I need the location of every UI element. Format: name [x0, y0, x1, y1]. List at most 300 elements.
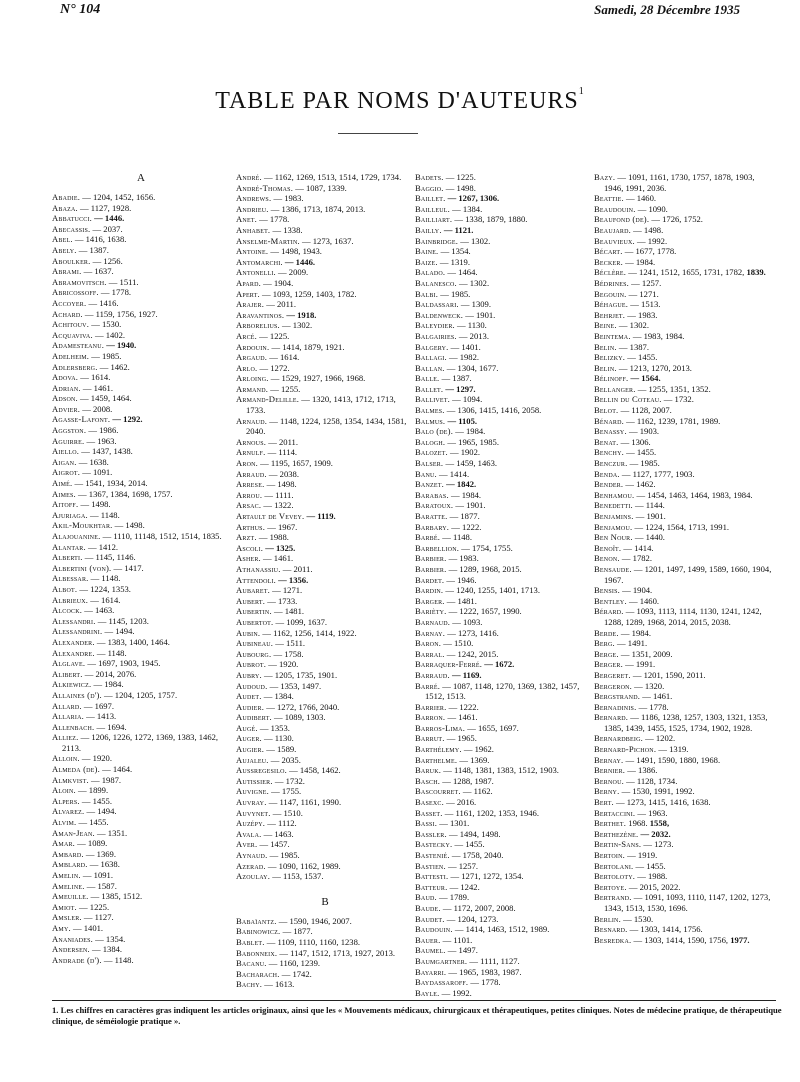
title-rule	[338, 133, 418, 134]
author-name: Bellanger.	[594, 383, 636, 394]
index-entry	[594, 649, 772, 660]
page-refs: — 1306, 1415, 1416, 2058.	[444, 405, 542, 416]
index-entry	[52, 881, 230, 892]
original-article-refs: — 1325.	[263, 542, 296, 553]
page-refs: — 1159, 1756, 1927.	[82, 308, 158, 319]
index-entry	[52, 224, 230, 235]
author-name: Balbi.	[415, 288, 439, 299]
index-entry	[236, 204, 414, 215]
index-entry	[52, 298, 230, 309]
index-entry	[594, 458, 772, 469]
index-entry	[52, 616, 230, 627]
page-refs: — 1213, 1270, 2013.	[616, 362, 692, 373]
author-name: Ascoli.	[236, 542, 264, 553]
author-name: Armand-Delille.	[236, 394, 300, 405]
page-refs: — 1530.	[89, 319, 122, 330]
index-entry	[236, 278, 414, 289]
author-name: Amblard.	[52, 859, 88, 870]
index-entry	[415, 331, 593, 342]
author-name: Apert.	[236, 288, 260, 299]
author-name: Accoyer.	[52, 297, 87, 308]
page-refs: — 1101.	[440, 934, 473, 945]
footnote-rule	[52, 1000, 776, 1001]
index-entry	[594, 712, 772, 733]
page-refs: — 1988.	[635, 871, 668, 882]
index-entry	[594, 659, 772, 670]
page-refs: — 1529, 1927, 1966, 1968.	[268, 373, 366, 384]
page-refs: — 1225.	[443, 172, 476, 182]
page-refs: — 1144.	[632, 500, 665, 511]
page-refs: — 1510.	[441, 638, 474, 649]
page-refs: — 1222, 1657, 1990.	[446, 606, 522, 617]
section-gap	[236, 882, 414, 896]
author-name: Anhabet.	[236, 224, 271, 235]
index-entry	[52, 478, 230, 489]
index-entry	[415, 861, 593, 872]
author-name: Baggio.	[415, 182, 444, 193]
index-entry	[52, 531, 230, 542]
index-entry	[52, 340, 230, 351]
index-entry	[236, 744, 414, 755]
author-name: Bernou.	[594, 775, 624, 786]
original-article-refs: — 1292.	[110, 414, 143, 425]
index-entry	[236, 733, 414, 744]
author-name: Benhamou.	[594, 489, 635, 500]
index-entry	[236, 331, 414, 342]
index-entry	[236, 818, 414, 829]
page-refs: — 1417.	[111, 562, 144, 573]
index-entry	[415, 511, 593, 522]
author-name: Berger.	[594, 659, 623, 670]
author-name: Arsac.	[236, 500, 262, 511]
page-refs: — 1460.	[623, 193, 657, 204]
page-refs: — 1302.	[456, 277, 490, 288]
index-entry	[594, 193, 772, 204]
author-name: Belin.	[594, 362, 617, 373]
page-refs: — 1965, 1983, 1987.	[446, 966, 522, 977]
original-article-refs: — 1842.	[443, 479, 477, 490]
index-entry	[236, 916, 414, 927]
author-name: Balanesco.	[415, 277, 457, 288]
page-refs: — 1401.	[70, 922, 104, 933]
author-name: Artault de Vevey.	[236, 511, 305, 521]
index-entry	[415, 977, 593, 988]
index-entry	[52, 372, 230, 383]
index-entry	[594, 935, 772, 946]
index-entry	[236, 712, 414, 723]
page-refs: — 1273.	[641, 839, 674, 850]
index-entry	[236, 850, 414, 861]
index-entry	[236, 659, 414, 670]
index-entry	[594, 553, 772, 564]
author-name: Abadie.	[52, 192, 81, 202]
page-refs: — 1983.	[446, 553, 479, 564]
index-entry	[52, 849, 230, 860]
author-name: Balgairies.	[415, 330, 457, 341]
author-name: Asher.	[236, 553, 261, 564]
page-refs: — 1754, 1755.	[459, 542, 513, 553]
index-entry	[594, 405, 772, 416]
author-name: Bernadinis.	[594, 701, 637, 712]
author-name: Alcock.	[52, 605, 83, 616]
index-entry	[594, 839, 772, 850]
index-entry	[415, 416, 593, 427]
author-name: Batteur.	[415, 881, 448, 892]
author-name: Bérard.	[594, 606, 624, 617]
index-entry	[594, 172, 772, 193]
author-name: Bernard-Pichon.	[594, 744, 657, 755]
author-name: Bastecky.	[415, 839, 453, 850]
index-entry	[236, 839, 414, 850]
index-entry	[415, 553, 593, 564]
index-entry	[415, 320, 593, 331]
author-name: Allard.	[52, 700, 82, 711]
index-entry	[52, 785, 230, 796]
author-name: Bertin-Sans.	[594, 839, 642, 850]
page-refs: — 1130.	[454, 320, 487, 331]
index-entry	[236, 214, 414, 225]
index-entry	[52, 923, 230, 934]
author-name: Barral.	[415, 648, 445, 659]
page-refs: — 1242.	[447, 881, 480, 892]
author-name: Abel.	[52, 234, 73, 245]
author-name: Bender.	[594, 479, 624, 490]
page-refs: — 1306.	[618, 436, 651, 447]
index-entry	[236, 937, 414, 948]
index-entry	[52, 806, 230, 817]
index-entry	[415, 289, 593, 300]
index-entry	[415, 776, 593, 787]
author-name: Auvigne.	[236, 786, 269, 797]
index-entry	[52, 775, 230, 786]
index-entry	[415, 575, 593, 586]
index-entry	[52, 393, 230, 404]
index-entry	[415, 850, 593, 861]
author-name: Aujaleu.	[236, 754, 269, 765]
author-name: Bert.	[594, 797, 614, 808]
page-refs: — 1353, 1497.	[267, 680, 322, 691]
page-refs: — 1111, 1127.	[467, 955, 520, 966]
page-refs: — 1273, 1637.	[299, 235, 354, 246]
index-entry	[236, 808, 414, 819]
page-refs: — 1984.	[622, 256, 656, 267]
author-name: Bédrines.	[594, 277, 630, 288]
original-article-refs: — 1356.	[276, 574, 309, 585]
page-refs: — 1920.	[79, 753, 112, 764]
author-name: Baydassaroff.	[415, 977, 469, 988]
page-refs: — 1288, 1987.	[440, 775, 494, 786]
author-name: Basch.	[415, 775, 441, 786]
index-entry	[415, 956, 593, 967]
page-header	[60, 2, 740, 22]
index-entry	[415, 405, 593, 416]
author-name: Adamesteanu.	[52, 340, 105, 351]
index-entry	[594, 797, 772, 808]
index-entry	[415, 490, 593, 501]
page-refs: — 1093.	[450, 616, 483, 627]
page-refs: — 1127, 1777, 1903.	[619, 468, 695, 479]
index-entry	[236, 458, 414, 469]
index-entry	[236, 257, 414, 268]
author-name: Bernardbeig.	[594, 733, 643, 744]
page-refs: — 1338, 1879, 1880.	[452, 214, 528, 225]
index-column-1	[52, 172, 230, 972]
page-refs: — 1758.	[271, 648, 304, 659]
author-name: Auger.	[236, 733, 262, 744]
page-refs: — 1985.	[627, 458, 660, 469]
index-entry	[415, 373, 593, 384]
page-refs: — 1455.	[452, 839, 485, 850]
author-name: Baine.	[415, 246, 439, 257]
page-refs: — 1271.	[269, 585, 303, 596]
page-refs: — 1271.	[626, 288, 659, 299]
index-entry	[415, 681, 593, 702]
page-refs: — 1148.	[88, 573, 121, 584]
index-entry	[236, 522, 414, 533]
original-article-refs: — 1918.	[284, 309, 317, 320]
page-refs: — 1902.	[447, 447, 481, 458]
index-entry	[594, 628, 772, 639]
author-name: Baleydier.	[415, 320, 455, 331]
index-entry	[594, 204, 772, 215]
author-name: Bertoin.	[594, 850, 626, 860]
author-name: Benedetti.	[594, 500, 633, 511]
author-name: Aubineau.	[236, 638, 274, 649]
page-refs: — 1530, 1991, 1992.	[619, 786, 695, 797]
author-name: Baruk.	[415, 765, 442, 776]
page-refs: — 1402.	[92, 329, 126, 340]
index-entry	[236, 363, 414, 374]
author-name: Alibert.	[52, 668, 83, 679]
author-name: Benoît.	[594, 542, 622, 553]
page-refs: — 1778.	[257, 214, 290, 225]
page-refs: — 1387.	[76, 244, 109, 255]
index-entry	[52, 817, 230, 828]
index-entry	[415, 829, 593, 840]
page-refs: — 1206, 1226, 1272, 1369, 1383, 1462, 2113.	[62, 732, 219, 753]
index-entry	[236, 606, 414, 617]
author-name: Andrade (d').	[52, 954, 102, 965]
index-entry	[415, 606, 593, 617]
author-name: Baratoux.	[415, 500, 454, 511]
index-entry	[52, 467, 230, 478]
original-article-refs: — 1446.	[282, 256, 316, 267]
page-refs: — 1128, 2007.	[618, 405, 672, 416]
page-refs: — 1455.	[623, 447, 657, 458]
author-name: Balmus.	[415, 415, 446, 426]
author-name: Acquaviva.	[52, 329, 93, 340]
index-entry	[236, 755, 414, 766]
author-name: Barbier.	[415, 563, 447, 574]
page-refs: — 1494.	[84, 806, 117, 817]
author-name: Alvim.	[52, 817, 77, 828]
author-name: Bascourret.	[415, 786, 461, 797]
author-name: Basset.	[415, 807, 443, 818]
author-name: Andersen.	[52, 944, 90, 955]
author-name: Ajuriaga.	[52, 509, 88, 520]
author-name: Barrier.	[415, 701, 447, 712]
page-refs: — 1162, 1269, 1513, 1514, 1729, 1734.	[261, 172, 402, 182]
author-name: Apard.	[236, 277, 262, 288]
index-entry	[415, 935, 593, 946]
page-refs: — 1413.	[83, 711, 117, 722]
index-entry	[52, 753, 230, 764]
index-entry	[236, 437, 414, 448]
index-entry	[415, 882, 593, 893]
index-entry	[415, 204, 593, 215]
author-name: Antomarchi.	[236, 256, 283, 267]
index-entry	[236, 532, 414, 543]
author-name: Aubert.	[236, 595, 266, 606]
original-article-refs: 1558,	[647, 818, 670, 829]
index-entry	[236, 172, 414, 183]
page-refs: — 1457.	[257, 839, 290, 850]
index-entry	[52, 764, 230, 775]
author-name: Belizky.	[594, 352, 626, 363]
author-name: Ambard.	[52, 848, 84, 859]
author-name: Battesti.	[415, 871, 449, 882]
author-name: Adelheim.	[52, 350, 90, 361]
index-entry	[594, 373, 772, 384]
index-entry	[594, 236, 772, 247]
author-name: Ananiades.	[52, 933, 94, 944]
author-name: Arajer.	[236, 299, 265, 310]
author-name: Alkiewicz.	[52, 679, 92, 690]
author-name: Bertaccini.	[594, 807, 636, 818]
author-name: Aubertin.	[236, 606, 272, 617]
author-name: Benczur.	[594, 458, 628, 469]
author-name: Abely.	[52, 244, 77, 255]
page-refs: — 1201, 1497, 1499, 1589, 1660, 1904, 1967.	[604, 563, 772, 585]
author-name: Azerad.	[236, 860, 266, 871]
author-name: Balo (de).	[415, 426, 454, 437]
page-refs: — 1992.	[634, 235, 668, 246]
page-refs: — 2011.	[264, 299, 297, 310]
author-name: Begouin.	[594, 288, 627, 299]
section-letter: A	[137, 172, 145, 184]
index-entry	[236, 969, 414, 980]
index-entry	[52, 679, 230, 690]
index-entry	[52, 542, 230, 553]
page-refs: — 2008.	[80, 403, 113, 414]
page-refs: — 1369.	[83, 848, 116, 859]
index-entry	[236, 723, 414, 734]
index-entry	[52, 414, 230, 425]
index-entry	[415, 236, 593, 247]
index-entry	[594, 755, 772, 766]
index-entry	[415, 659, 593, 670]
index-entry	[594, 500, 772, 511]
author-name: Aubin.	[236, 627, 261, 638]
page-refs: — 1148.	[101, 954, 134, 965]
index-entry	[594, 310, 772, 321]
index-entry	[236, 670, 414, 681]
index-entry	[236, 511, 414, 522]
index-entry	[415, 797, 593, 808]
author-name: Besnard.	[594, 924, 628, 935]
author-name: Ardouin.	[236, 341, 270, 352]
index-entry	[415, 183, 593, 194]
index-entry	[415, 310, 593, 321]
page-refs: — 1655, 1697.	[465, 722, 519, 733]
author-name: Aitoff.	[52, 499, 79, 510]
page-refs: — 1309.	[458, 299, 491, 310]
page-refs: — 1877.	[447, 511, 480, 521]
page-refs: — 1148.	[440, 532, 473, 543]
page-refs: — 1147, 1161, 1990.	[266, 797, 342, 808]
author-name: Alessandri.	[52, 615, 96, 626]
author-name: Aubertot.	[236, 616, 274, 627]
index-entry	[236, 948, 414, 959]
author-name: Benat.	[594, 436, 619, 447]
index-entry	[236, 575, 414, 586]
page-refs: — 1369.	[457, 754, 490, 765]
page-refs: — 1091.	[80, 467, 113, 478]
page-refs: — 1462.	[623, 479, 656, 490]
author-name: Advier.	[52, 403, 81, 414]
index-entry	[52, 234, 230, 245]
author-name: Barabas.	[415, 489, 449, 500]
page-refs: — 1414, 1879, 1921.	[269, 341, 345, 352]
page-refs: — 1789.	[436, 892, 470, 903]
page-refs: — 2009.	[275, 267, 309, 278]
author-name: Arlo.	[236, 362, 258, 373]
page-refs: — 1732.	[272, 775, 305, 786]
page-refs: — 1510.	[270, 807, 303, 818]
index-entry	[415, 278, 593, 289]
page-refs: — 1613.	[262, 979, 295, 990]
index-entry	[52, 891, 230, 902]
page-refs: — 1087, 1339.	[293, 182, 347, 193]
index-entry	[415, 384, 593, 395]
page-refs: — 1255, 1351, 1352.	[635, 383, 711, 394]
page-refs: — 1464.	[445, 267, 478, 278]
index-entry	[236, 596, 414, 607]
index-entry	[415, 246, 593, 257]
page-refs: — 1272, 1766, 2040.	[264, 701, 340, 712]
author-name: Bertoye.	[594, 881, 627, 892]
author-name: Abramovitsch.	[52, 276, 107, 287]
author-name: Aimes.	[52, 488, 76, 499]
page-refs: — 1320, 1413, 1712, 1713, 1733.	[246, 394, 396, 416]
page-refs: — 1130.	[261, 733, 294, 744]
page-refs: — 1322.	[261, 500, 294, 511]
page-refs: — 1303, 1414, 1756.	[627, 924, 703, 935]
author-name: Beaudouin.	[594, 203, 636, 214]
page-refs: — 1513.	[628, 299, 661, 310]
page-refs: — 1983.	[271, 193, 304, 204]
page-refs: — 1983.	[625, 309, 658, 320]
author-name: Allaria.	[52, 711, 84, 722]
index-entry	[236, 776, 414, 787]
page-refs: — 1992.	[439, 987, 472, 998]
page-refs: — 1697.	[81, 700, 114, 711]
author-name: Barnay.	[415, 627, 446, 638]
index-entry	[52, 626, 230, 637]
author-name: Barbary.	[415, 521, 450, 532]
section-letter: B	[321, 895, 329, 908]
author-name: Andrieu.	[236, 203, 269, 214]
author-name: Aigrot.	[52, 467, 81, 478]
page-refs: — 1481.	[444, 595, 477, 606]
index-entry	[415, 352, 593, 363]
page-refs: — 1222.	[449, 521, 482, 532]
author-name: Babonneix.	[236, 947, 278, 958]
page-refs: — 1289, 1968, 2015.	[446, 563, 522, 574]
page-refs: — 1414, 1463, 1512, 1989.	[452, 924, 550, 935]
page-refs: — 1257.	[445, 860, 479, 871]
author-name: Audet.	[236, 691, 262, 702]
